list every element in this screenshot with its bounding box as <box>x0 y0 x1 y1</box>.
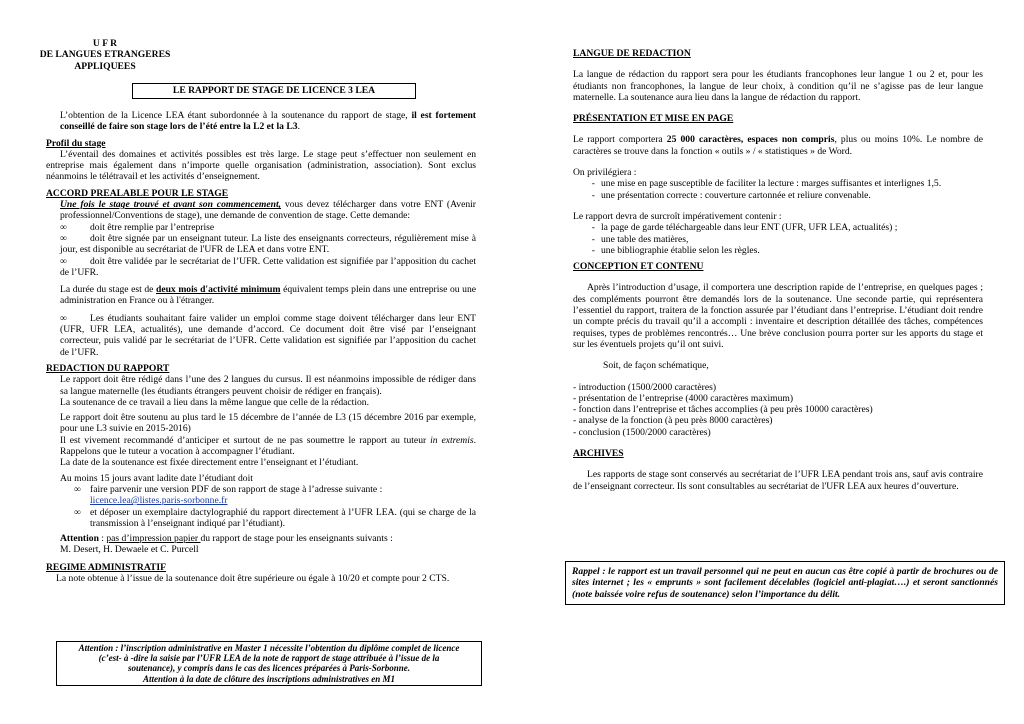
list-item: - une table des matières, <box>591 233 689 245</box>
conception-p1: Après l’introduction d’usage, il comportera une description rapide de l’entreprise, en quelques pages ; des compléments pourront être demandés lors de la soutenance. Une seconde partie, qui représentera l’essentiel du rapport, traitera de la fonction assurée par l’étudiant dans l’entreprise. L’étudiant doit rendre un compte précis du travail qu’il a accompli : inventaire et description détaillée des tâches, compétences requises, types de problèmes rencontrés… Une brève conclusion pourra porter sur les apports du stage et sur les éventuels projets qu’il ont suivi. <box>573 282 983 350</box>
list-item: - fonction dans l’entreprise et tâches accomplies (à peu près 10000 caractères) <box>573 404 873 416</box>
list-item: - analyse de la fonction (à peu près 8000 caractères) <box>573 415 773 427</box>
langue-heading: LANGUE DE REDACTION <box>573 48 691 59</box>
profil-heading: Profil du stage <box>46 137 106 149</box>
presentation-p1: Le rapport comportera 25 000 caractères, espaces non compris, plus ou moins 10%. Le nombre de caractères se trouve dans la fonction « outils » / « statistiques » de Word. <box>573 134 984 157</box>
document-title: LE RAPPORT DE STAGE DE LICENCE 3 LEA <box>132 83 416 99</box>
redaction-heading: REDACTION DU RAPPORT <box>46 362 170 374</box>
list-item: - introduction (1500/2000 caractères) <box>573 381 717 393</box>
profil-text: L’éventail des domaines et activités possibles est très large. Le stage peut s’effectuer non seulement en entreprise mais également dans n’importe quelle organisation (administration, association). Sont exclus néanmoins le télétravail et les activités d’enseignement. <box>46 148 476 183</box>
redaction-p4: Au moins 15 jours avant ladite date l’étudiant doit <box>60 472 253 484</box>
list-item: - présentation de l’entreprise (4000 caractères maximum) <box>573 392 794 404</box>
regime-text: La note obtenue à l’issue de la soutenance doit être supérieure ou égale à 10/20 et compte pour 2 CTS. <box>56 572 450 584</box>
ufr-header <box>30 38 180 72</box>
list-item: - la page de garde téléchargeable dans leur ENT (UFR, UFR LEA, actualités) ; <box>591 222 898 234</box>
ufr-line3: APPLIQUEES <box>74 60 136 72</box>
redaction-bullet: ∞ et déposer un exemplaire dactylographié du rapport directement à l’UFR LEA. (qui se charge de la transmission à l’enseignant indiqué par l’étudiant). <box>74 506 476 529</box>
attention-box: Attention : l’inscription administrative en Master 1 nécessite l’obtention du diplôme complet de licence (c’est- à -dire la saisie par l’UFR LEA de la note de rapport de stage attribuée à l’issue de la soutenance), y compris dans le cas des licences préparées à Paris-Sorbonne. Attention à la date de clôture des inscriptions administratives en M1 <box>56 641 482 686</box>
accord-item: ∞ doit être remplie par l’entreprise <box>60 221 215 233</box>
teacher-names: M. Desert, H. Dewaele et C. Purcell <box>60 544 199 556</box>
redaction-p3c: La date de la soutenance est fixée directement entre l’enseignant et l’étudiant. <box>60 457 359 469</box>
conception-heading: CONCEPTION ET CONTENU <box>573 261 704 273</box>
ufr-line2: DE LANGUES ETRANGERES <box>39 49 171 61</box>
infinity-bullet-icon: ∞ <box>74 483 81 495</box>
infinity-bullet-icon: ∞ <box>60 221 67 233</box>
infinity-bullet-icon: ∞ <box>74 506 81 518</box>
emploi-text: ∞ Les étudiants souhaitant faire valider un emploi comme stage doivent télécharger dans leur ENT (UFR, UFR LEA, actualités), une demande d’accord. Ce document doit être visé par l’enseignant correcteur, puis validé par le secrétariat de l’UFR. Cette validation est signifiée par l’apposition du cachet de l’UFR. <box>60 312 476 358</box>
presentation-p2: On privilégiera : <box>573 167 637 179</box>
accord-heading: ACCORD PREALABLE POUR LE STAGE <box>46 187 229 199</box>
list-item: - conclusion (1500/2000 caractères) <box>573 426 711 438</box>
langue-text: La langue de rédaction du rapport sera pour les étudiants francophones leur langue 1 ou 2 et, pour les étudiants non francophones, la langue de leur choix, à condition qu’il ne s’agisse pas de leur langue maternelle. La soutenance aura lieu dans la langue de rédaction du rapport. <box>573 69 983 103</box>
list-item: - une mise en page susceptible de faciliter la lecture : marges suffisantes et interlignes 1,5. <box>591 178 942 190</box>
attention-line: Attention : pas d’impression papier du rapport de stage pour les enseignants suivants : <box>60 533 393 545</box>
redaction-p2: Le rapport doit être soutenu au plus tard le 15 décembre de l’année de L3 (15 décembre 2016 par exemple, pour une L3 suivie en 2015-2016) <box>60 412 476 435</box>
redaction-p1: Le rapport doit être rédigé dans l’une des 2 langues du cursus. Il est néanmoins impossible de rédiger dans sa langue maternelle (les étudiants étrangers peuvent choisir de rédiger en français). <box>60 374 476 397</box>
presentation-p3: Le rapport devra de surcroît impérativement contenir : <box>573 210 782 222</box>
list-item: - une présentation correcte : couverture cartonnée et reliure convenable. <box>591 189 871 201</box>
regime-heading: REGIME ADMINISTRATIF <box>46 561 167 573</box>
redaction-bullet: ∞ faire parvenir une version PDF de son rapport de stage à l’adresse suivante : licence.lea@listes.paris-sorbonne.fr <box>74 483 383 507</box>
list-item: - une bibliographie établie selon les règles. <box>591 244 760 256</box>
conception-p2: Soit, de façon schématique, <box>603 360 709 372</box>
rappel-box: Rappel : le rapport est un travail personnel qui ne peut en aucun cas être copié à partir de brochures ou de sites internet ; les « emprunts » sont facilement décelables (logiciel anti-plagiat….) et seront sanctionnés (note baissée voire refus de soutenance) selon l’importance du délit. <box>565 561 1005 605</box>
left-column <box>46 110 476 584</box>
duree-text: La durée du stage est de deux mois d'activité minimum équivalent temps plein dans une entreprise ou une administration en France ou à l'étranger. <box>60 284 476 307</box>
accord-lead: Une fois le stage trouvé et avant son commencement, vous devez télécharger dans votre ENT (Avenir professionnel/Conventions de stage), une demande de convention de stage. Cette demande: <box>60 199 477 222</box>
redaction-p1b: La soutenance de ce travail a lieu dans la même langue que celle de la rédaction. <box>60 396 369 408</box>
accord-item: ∞ doit être validée par le secrétariat de l’UFR. Cette validation est signifiée par l’apposition du cachet de l’UFR. <box>60 255 476 278</box>
archives-heading: ARCHIVES <box>573 448 624 460</box>
redaction-p3: Il est vivement recommandé d’anticiper et surtout de ne pas soumettre le rapport au tuteur in extremis. Rappelons que le tuteur a vocation à accompagner l’étudiant. <box>60 434 477 458</box>
intro-paragraph: L’obtention de la Licence LEA étant subordonnée à la soutenance du rapport de stage, il est fortement conseillé de faire son stage lors de l’été entre la L2 et la L3. <box>60 110 476 133</box>
intro-bold: il est fortement conseillé de faire son stage lors de l’été entre la L2 et la L3 <box>60 110 476 133</box>
presentation-heading: PRÉSENTATION ET MISE EN PAGE <box>573 113 734 125</box>
archives-text: Les rapports de stage sont conservés au secrétariat de l’UFR LEA pendant trois ans, sauf avis contraire de l’enseignant correcteur. Ils sont consultables au secrétariat de l'UFR LEA aux heures d’ouverture. <box>573 469 983 492</box>
ufr-line1: U F R <box>92 38 118 49</box>
email-link[interactable]: licence.lea@listes.paris-sorbonne.fr <box>90 495 228 507</box>
right-column <box>573 48 983 492</box>
accord-item: ∞ doit être signée par un enseignant tuteur. La liste des enseignants correcteurs, régulièrement mise à jour, est disponible au secrétariat de l'UFR de LEA et dans votre ENT. <box>60 232 476 256</box>
